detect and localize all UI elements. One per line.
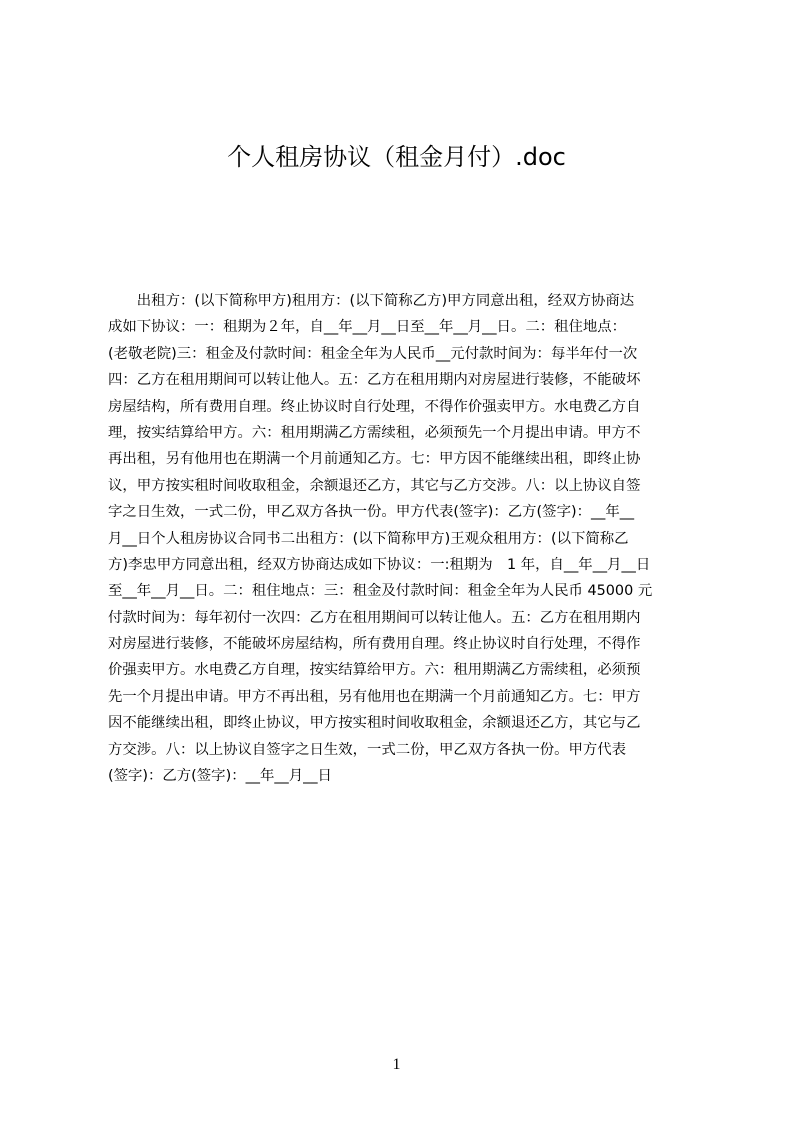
document-title: 个人租房协议（租金月付）.doc xyxy=(227,143,566,171)
page-number: 1 xyxy=(392,1056,401,1073)
body-line-17: 因不能继续出租，即终止协议，甲方按实租时间收取租金，余额退还乙方，其它与乙 xyxy=(108,715,641,732)
body-line-16: 先一个月提出申请。甲方不再出租，另有他用也在期满一个月前通知乙方。七：甲方 xyxy=(108,688,641,705)
body-line-13: 付款时间为：每年初付一次四：乙方在租用期间可以转让他人。五：乙方在租用期内 xyxy=(108,609,641,626)
body-line-7: 再出租，另有他用也在期满一个月前通知乙方。七：甲方因不能继续出租，即终止协 xyxy=(108,451,641,468)
body-line-5: 房屋结构，所有费用自理。终止协议时自行处理，不得作价强卖甲方。水电费乙方自 xyxy=(108,398,641,415)
body-line-2: 成如下协议：一：租期为２年，自__年__月__日至__年__月__日。二：租住地点： xyxy=(108,319,627,336)
body-line-8: 议，甲方按实租时间收取租金，余额退还乙方，其它与乙方交涉。八：以上协议自签 xyxy=(108,477,641,494)
body-line-18: 方交涉。八：以上协议自签字之日生效，一式二份，甲乙双方各执一份。甲方代表 xyxy=(108,741,627,758)
body-line-1: 出租方：(以下简称甲方)租用方：(以下简称乙方)甲方同意出租，经双方协商达 xyxy=(108,293,635,309)
body-line-4: 四：乙方在租用期间可以转让他人。五：乙方在租用期内对房屋进行装修，不能破坏 xyxy=(108,372,641,389)
body-line-19: (签字)：乙方(签字)：__年__月__日 xyxy=(108,768,332,785)
document-body xyxy=(108,288,698,798)
body-line-15: 价强卖甲方。水电费乙方自理，按实结算给甲方。六：租用期满乙方需续租，必须预 xyxy=(108,662,641,679)
body-line-6: 理，按实结算给甲方。六：租用期满乙方需续租，必须预先一个月提出申请。甲方不 xyxy=(108,424,641,441)
body-line-10: 月__日个人租房协议合同书二出租方：(以下简称甲方)王观众租用方：(以下简称乙 xyxy=(108,530,629,547)
body-line-3: (老敬老院)三：租金及付款时间：租金全年为人民币__元付款时间为：每半年付一次 xyxy=(108,345,638,362)
body-line-9: 字之日生效，一式二份，甲乙双方各执一份。甲方代表(签字)：乙方(签字)：__年__ xyxy=(108,504,635,521)
body-line-14: 对房屋进行装修，不能破坏房屋结构，所有费用自理。终止协议时自行处理，不得作 xyxy=(108,636,641,653)
body-line-11: 方)李忠甲方同意出租，经双方协商达成如下协议：一:租期为 1 年，自__年__月__日 xyxy=(108,556,651,573)
body-line-12: 至__年__月__日。二：租住地点：三：租金及付款时间：租金全年为人民币 45000 元 xyxy=(108,583,653,600)
